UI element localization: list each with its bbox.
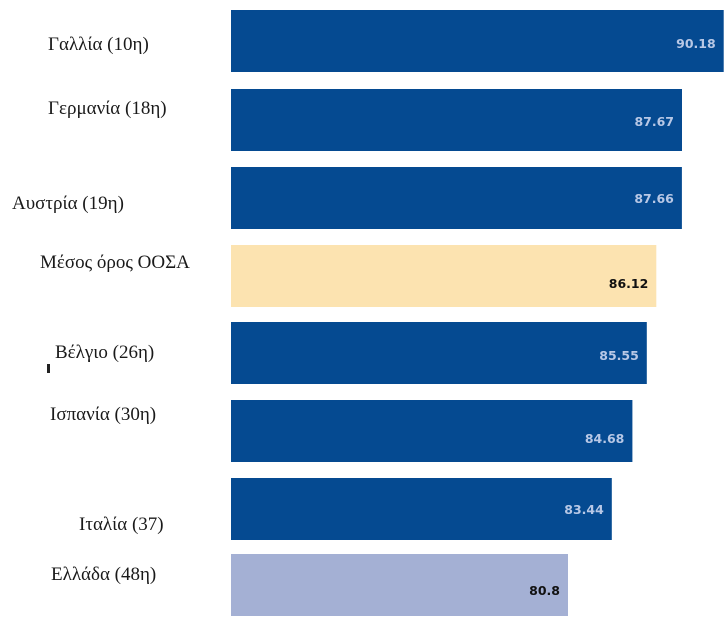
bar-austria xyxy=(231,167,682,229)
bar-italy xyxy=(231,478,612,540)
bar-greece xyxy=(231,554,568,616)
category-label-spain: Ισπανία (30η) xyxy=(50,404,157,425)
category-label-greece: Ελλάδα (48η) xyxy=(51,564,157,585)
category-label-belgium: Βέλγιο (26η) xyxy=(55,342,155,363)
value-label-spain: 84.68 xyxy=(584,431,625,446)
category-label-austria: Αυστρία (19η) xyxy=(12,193,124,214)
bar-france xyxy=(231,10,724,72)
bars-layer xyxy=(231,10,724,616)
category-label-france: Γαλλία (10η) xyxy=(48,34,149,55)
category-labels-layer xyxy=(12,34,190,585)
value-label-germany: 87.67 xyxy=(634,114,674,129)
bar-belgium xyxy=(231,322,647,384)
stray-mark xyxy=(47,364,50,373)
category-label-italy: Ιταλία (37) xyxy=(79,514,164,535)
value-label-belgium: 85.55 xyxy=(599,348,639,363)
category-label-germany: Γερμανία (18η) xyxy=(48,98,167,119)
value-label-france: 90.18 xyxy=(676,36,716,51)
value-label-italy: 83.44 xyxy=(564,502,604,517)
value-label-greece: 80.8 xyxy=(529,583,560,598)
bar-germany xyxy=(231,89,682,151)
bar-oecd-average xyxy=(231,245,656,307)
value-label-oecd-average: 86.12 xyxy=(608,276,649,291)
bar-spain xyxy=(231,400,632,462)
category-label-oecd-average: Μέσος όρος ΟΟΣΑ xyxy=(40,252,190,273)
value-label-austria: 87.66 xyxy=(634,191,674,206)
